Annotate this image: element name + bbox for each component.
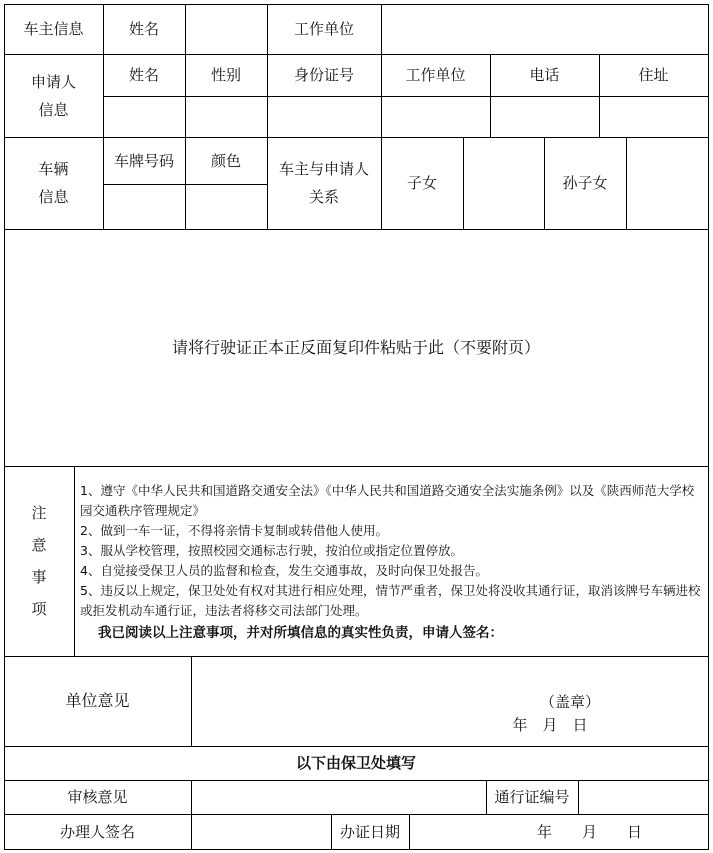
notes-section-label: 注 意 事 项 [31, 504, 47, 618]
security-section-header: 以下由保卫处填写 [295, 754, 416, 772]
vehicle-grandchild-label: 孙子女 [562, 174, 608, 192]
owner-work-label: 工作单位 [293, 20, 354, 38]
note-item-4: 4、自觉接受保卫人员的监督和检查，发生交通事故，及时向保卫处报告。 [80, 563, 488, 578]
note-item-3: 3、服从学校管理，按照校园交通标志行驶，按泊位或指定位置停放。 [80, 543, 463, 558]
note-item-1: 1、遵守《中华人民共和国道路交通安全法》《中华人民共和国道路交通安全法实施条例》以及《陕西师范大学校园交通秩序管理规定》 [80, 483, 695, 518]
owner-section-label: 车主信息 [23, 20, 84, 38]
unit-seal-text: （盖章） [539, 693, 600, 711]
declaration-text: 我已阅读以上注意事项，并对所填信息的真实性负责，申请人签名： [98, 625, 503, 641]
permit-number-field[interactable] [578, 780, 708, 814]
vehicle-color-label: 颜色 [210, 151, 241, 170]
review-opinion-label: 审核意见 [67, 788, 128, 806]
owner-work-field[interactable] [381, 4, 708, 54]
applicant-id-label: 身份证号 [293, 66, 354, 84]
unit-date-text: 年 月 日 [512, 716, 588, 734]
applicant-name-label: 姓名 [128, 66, 159, 84]
handler-signature-label: 办理人签名 [59, 822, 135, 841]
vehicle-child-checkbox[interactable] [463, 137, 544, 229]
vehicle-grandchild-checkbox[interactable] [626, 137, 708, 229]
note-item-5: 5、违反以上规定，保卫处处有权对其进行相应处理，情节严重者，保卫处将没收其通行证，取消该牌号车辆进校或拒发机动车通行证，违法者将移交司法部门处理。 [80, 583, 701, 618]
vehicle-plate-label: 车牌号码 [113, 151, 174, 170]
applicant-work-label: 工作单位 [405, 66, 466, 84]
license-paste-area: 请将行驶证正本正反面复印件粘贴于此（不要附页） [171, 337, 540, 357]
permit-number-label: 通行证编号 [494, 788, 570, 806]
note-item-2: 2、做到一车一证，不得将亲情卡复制或转借他人使用。 [80, 523, 388, 538]
vehicle-relation-label: 车主与申请人 关系 [278, 160, 369, 206]
notes-list [80, 481, 706, 643]
owner-name-field[interactable] [185, 4, 267, 54]
applicant-phone-label: 电话 [529, 66, 560, 84]
review-opinion-field[interactable] [191, 780, 486, 814]
unit-opinion-label: 单位意见 [65, 691, 130, 710]
issue-date-label: 办证日期 [339, 822, 400, 841]
applicant-address-label: 住址 [638, 66, 669, 84]
issue-date-field[interactable]: 年 月 日 [536, 822, 642, 841]
owner-name-label: 姓名 [128, 20, 159, 38]
applicant-gender-label: 性别 [210, 66, 241, 84]
handler-signature-field[interactable] [191, 814, 331, 849]
vehicle-section-label: 车辆 信息 [38, 160, 69, 206]
applicant-section-label: 申请人 信息 [30, 72, 76, 119]
vehicle-child-label: 子女 [406, 174, 437, 192]
